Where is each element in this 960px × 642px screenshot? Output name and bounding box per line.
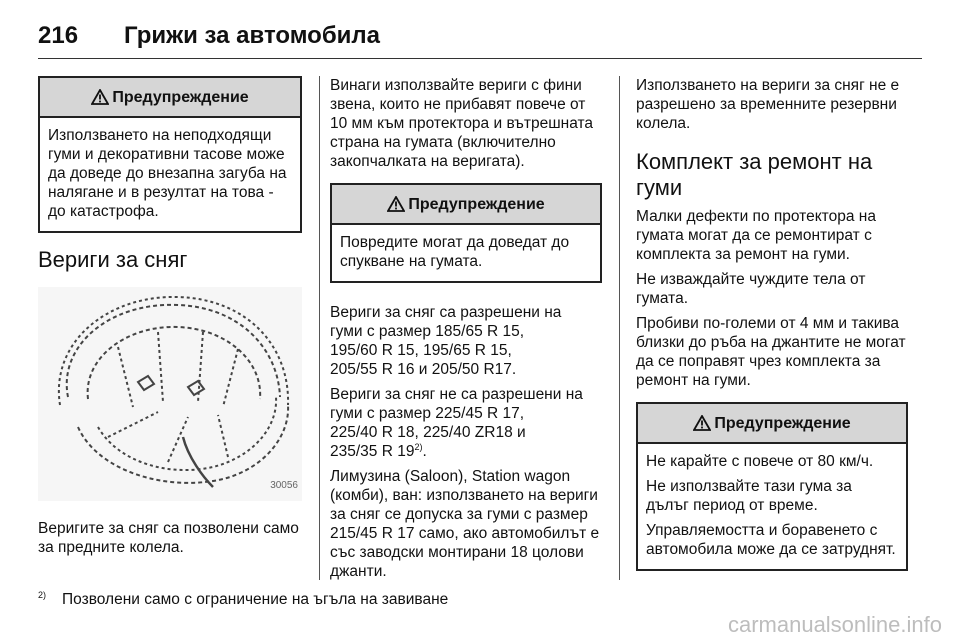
- figure-caption: Веригите за сняг са позволени само за предните колела.: [38, 520, 299, 556]
- paragraph: Малки дефекти по протектора на гумата могат да се ремонтират с комплекта за ремонт на гуми.: [636, 208, 876, 263]
- paragraph-line: гуми с размер 225/45 R 17,: [330, 405, 525, 422]
- paragraph-line: 225/40 R 18, 225/40 ZR18 и: [330, 424, 526, 441]
- paragraph: Лимузина (Saloon), Station wagon (комби), ван: използването на вериги за сняг се допуска за гуми с размер 215/45 R 17 само, ако автомобилът е със заводски монтирани 18 цолови джанти.: [330, 468, 600, 580]
- page-header: [38, 10, 922, 58]
- paragraph: [330, 303, 602, 379]
- warning-header: [638, 404, 906, 444]
- paragraph: [330, 385, 602, 461]
- warning-body: [332, 225, 600, 281]
- warning-title: Предупреждение: [408, 195, 545, 213]
- page-number: 216: [38, 22, 79, 49]
- warning-box: [636, 402, 908, 571]
- warning-icon: [693, 415, 711, 431]
- paragraph-line: 195/60 R 15, 195/65 R 15,: [330, 342, 512, 359]
- warning-body: [638, 444, 906, 569]
- column-right: [636, 76, 908, 571]
- paragraph: Винаги използвайте вериги с фини звена, които не прибавят повече от 10 мм към протектора и вътрешната страна на гумата (включително закопчалката на веригата).: [330, 77, 594, 170]
- paragraph-line: Вериги за сняг не са разрешени на: [330, 386, 583, 403]
- watermark: carmanualsonline.info: [727, 612, 942, 637]
- warning-icon: [387, 196, 405, 212]
- warning-text: Повредите могат да доведат до спукване на гумата.: [340, 234, 570, 270]
- column-left: [38, 76, 302, 557]
- footnote: [38, 590, 448, 609]
- warning-text: Използването на неподходящи гуми и декоративни тасове може да доведе до внезапна загуба на налягане и в резултат на това - до катастрофа.: [48, 127, 287, 220]
- paragraph-line: гуми с размер 185/65 R 15,: [330, 323, 525, 340]
- column-middle: [330, 76, 602, 581]
- warning-text: Не използвайте тази гума за дълъг период от време.: [646, 478, 852, 514]
- paragraph-line: 205/55 R 16 и 205/50 R17.: [330, 361, 517, 378]
- figure-id: 30056: [270, 480, 298, 491]
- tire-size: 235/35 R 19: [330, 443, 415, 460]
- warning-body: [40, 118, 300, 231]
- period: .: [422, 443, 427, 460]
- footnote-text: Позволени само с ограничение на ъгъла на завиване: [62, 591, 449, 609]
- section-heading: Вериги за сняг: [38, 247, 188, 272]
- footnote-reference: 2): [414, 441, 423, 452]
- footnote-mark: 2): [38, 590, 47, 600]
- column-divider: [319, 76, 320, 580]
- warning-title: Предупреждение: [112, 88, 249, 106]
- warning-title: Предупреждение: [714, 414, 851, 432]
- paragraph: Използването на вериги за сняг не е разрешено за временните резервни колела.: [636, 77, 900, 132]
- warning-icon: [91, 89, 109, 105]
- paragraph-line: Вериги за сняг са разрешени на: [330, 304, 562, 321]
- warning-header: [332, 185, 600, 225]
- warning-box: [38, 76, 302, 233]
- paragraph: Пробиви по-големи от 4 мм и такива близки до ръба на джантите не могат да се поправят чрез комплекта за ремонт на гуми.: [636, 315, 906, 389]
- column-divider: [619, 76, 620, 580]
- paragraph: Не изваждайте чуждите тела от гумата.: [636, 271, 866, 307]
- section-heading: Комплект за ремонт на гуми: [636, 149, 873, 200]
- paragraph-line: [330, 442, 602, 461]
- snow-chain-illustration: [38, 287, 302, 501]
- warning-text: Управляемостта и боравенето с автомобила може да се затруднят.: [646, 522, 896, 558]
- warning-header: [40, 78, 300, 118]
- warning-box: [330, 183, 602, 283]
- warning-text: Не карайте с повече от 80 км/ч.: [646, 453, 874, 470]
- page-title: Грижи за автомобила: [124, 22, 381, 49]
- header-rule: [38, 58, 922, 59]
